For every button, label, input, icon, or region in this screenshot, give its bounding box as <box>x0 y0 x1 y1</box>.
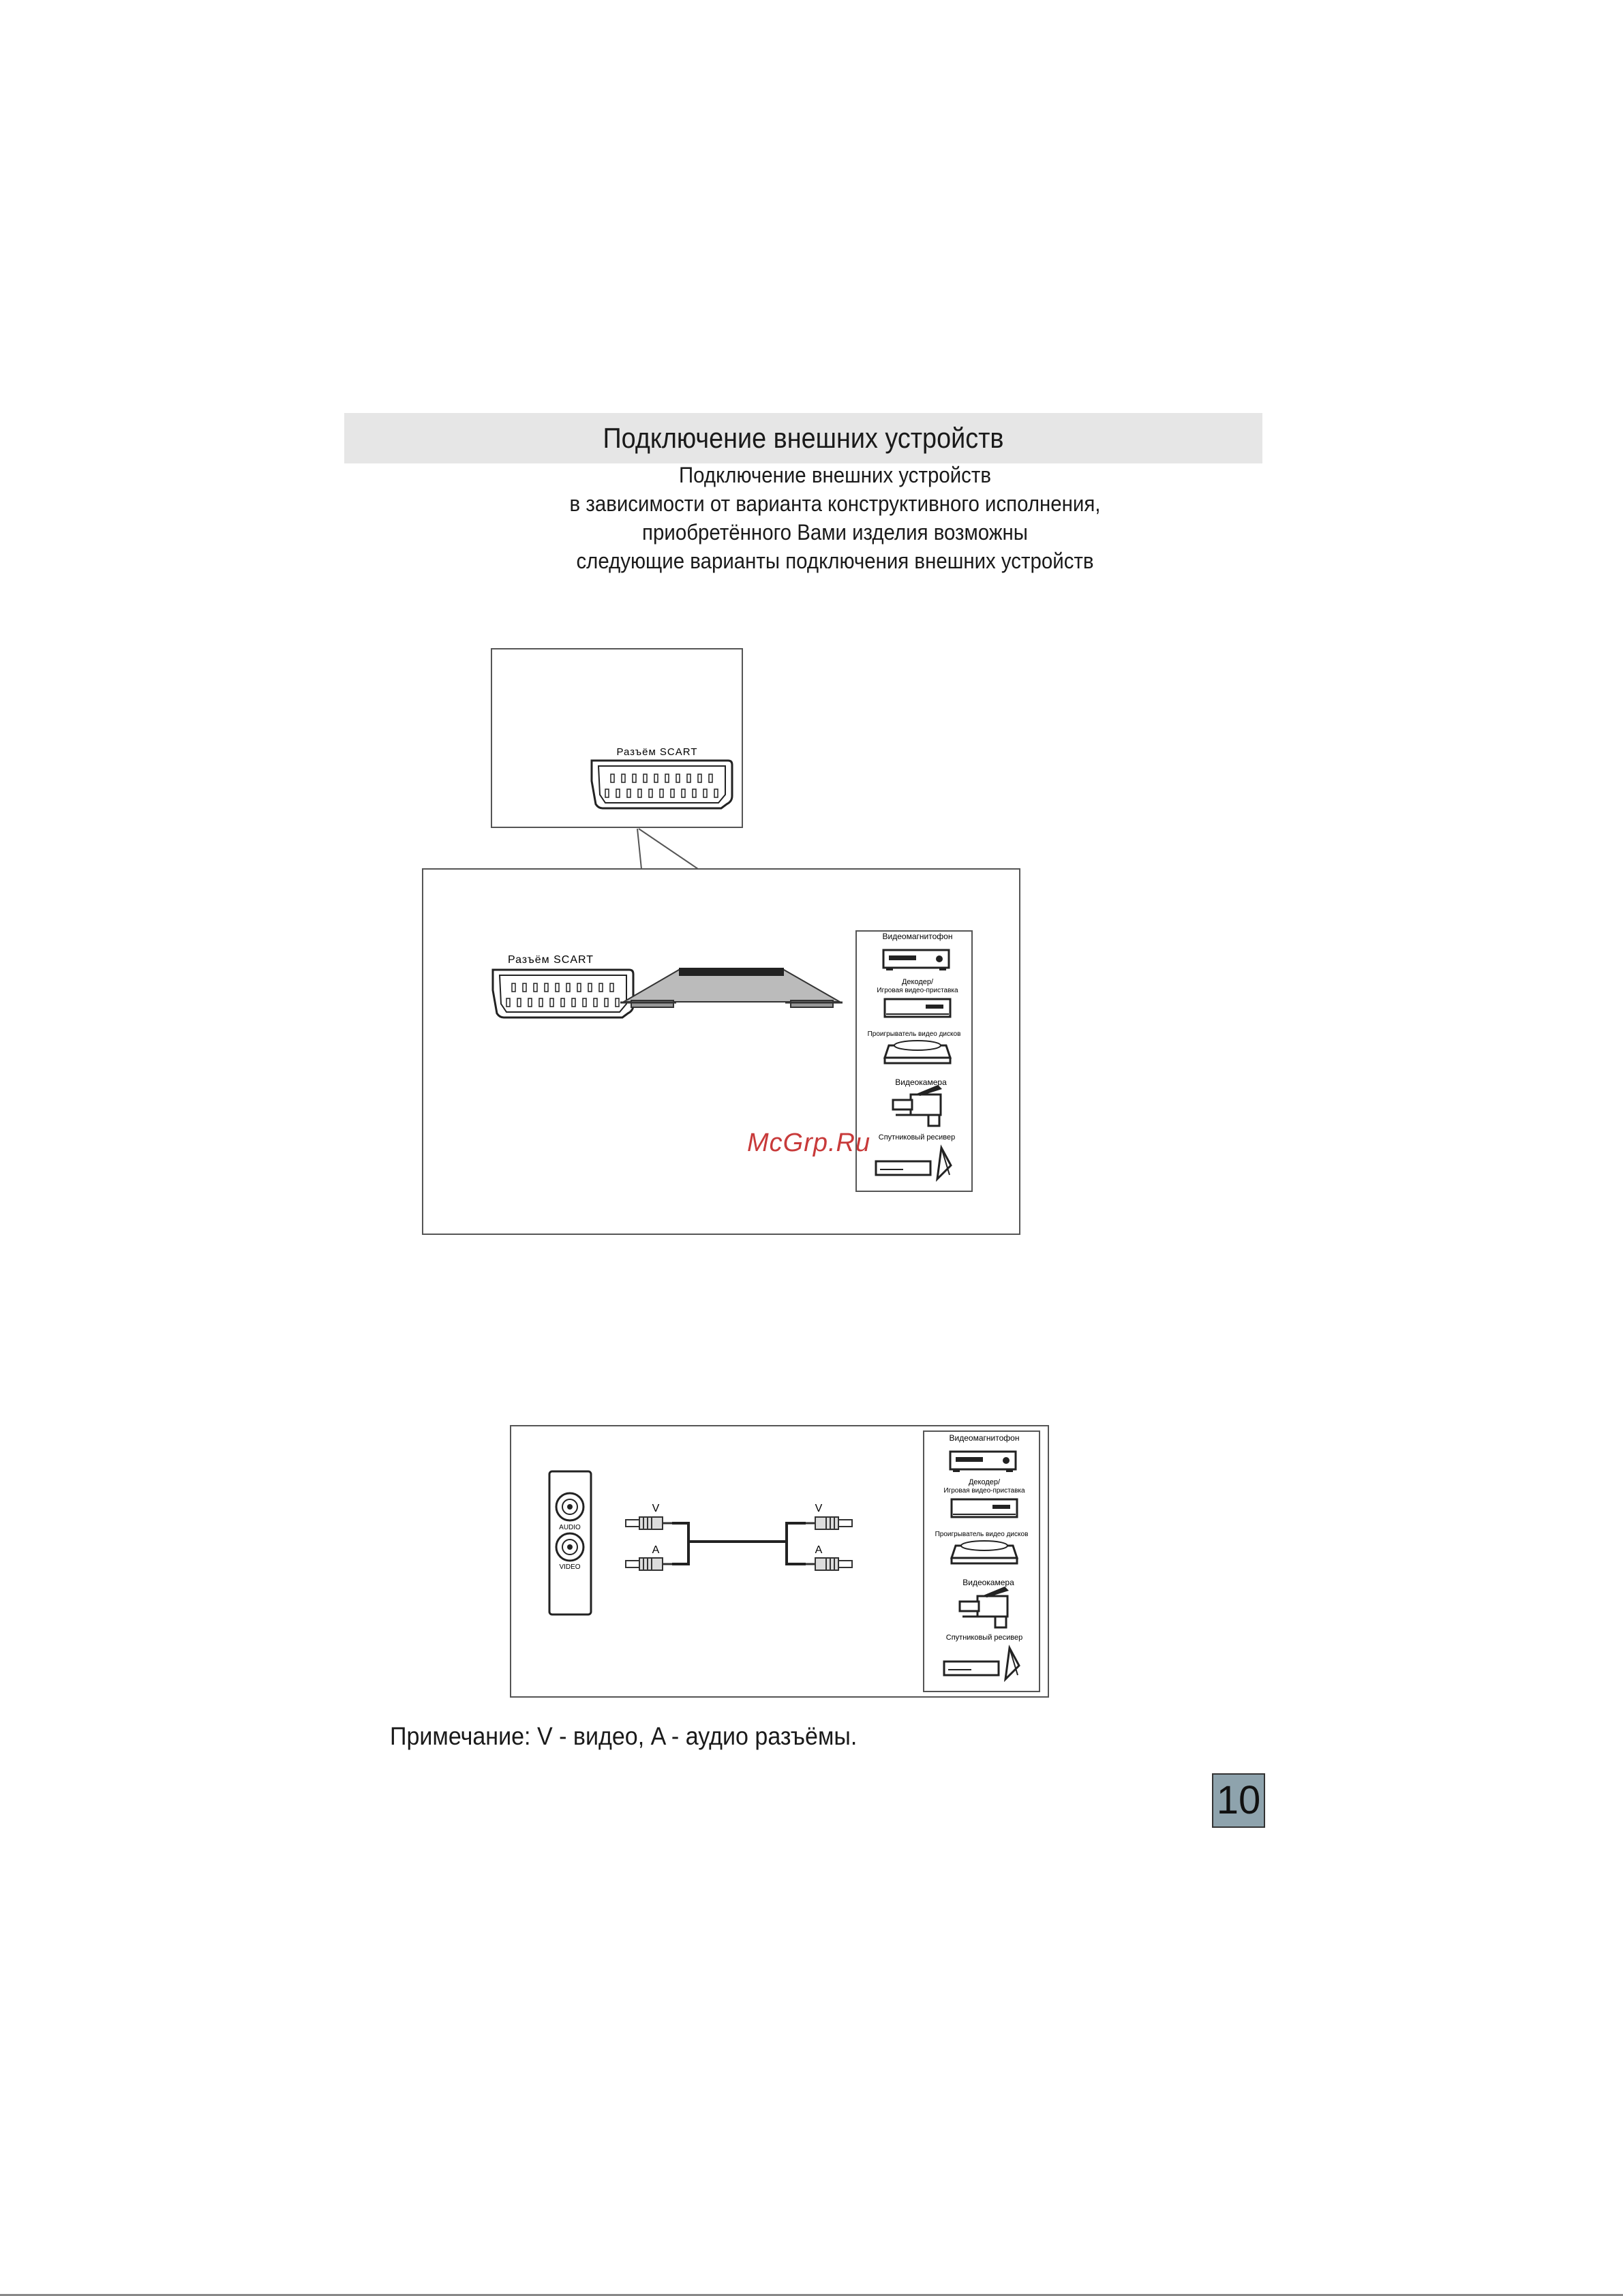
scart-device-label-disc: Проигрыватель видео дисков <box>867 1030 961 1038</box>
scart-pin <box>588 983 592 992</box>
page-title: Подключение внешних устройств <box>603 422 1004 454</box>
scart-pin <box>693 789 696 797</box>
scart-pin <box>682 789 685 797</box>
scart-pin <box>605 998 608 1007</box>
scart-pin <box>506 998 510 1007</box>
scart-pin <box>561 998 564 1007</box>
scart-pin <box>654 774 658 782</box>
scart-pin <box>528 998 532 1007</box>
scart-pin <box>698 774 701 782</box>
watermark: McGrp.Ru <box>747 1129 871 1157</box>
intro-line-2: в зависимости от варианта конструктивного исполнения, <box>569 491 1101 516</box>
scart-pin <box>714 789 718 797</box>
note-text: Примечание: V - видео, A - аудио разъёмы. <box>390 1722 858 1750</box>
scart-pin <box>703 789 707 797</box>
decoder-icon <box>952 1499 1017 1517</box>
av-device-label-camcorder: Видеокамера <box>962 1578 1014 1587</box>
scart-pin <box>605 789 609 797</box>
disc-player-icon <box>952 1541 1017 1563</box>
scart-pin <box>665 774 669 782</box>
scart-pin <box>534 983 537 992</box>
scart-pin <box>660 789 663 797</box>
scart-pin <box>512 983 515 992</box>
callout-line-left <box>637 829 641 869</box>
plug-a-label-right: A <box>815 1544 823 1556</box>
disc-player-icon <box>885 1041 950 1063</box>
cable-scart-label: Разъём SCART <box>507 954 594 966</box>
decoder-icon <box>885 999 950 1017</box>
scart-pin <box>594 998 597 1007</box>
vcr-icon <box>950 1452 1016 1472</box>
scart-pin <box>523 983 526 992</box>
scart-pin <box>517 998 521 1007</box>
scart-pin <box>599 983 603 992</box>
scart-pin <box>627 789 631 797</box>
scart-pin <box>643 774 647 782</box>
scart-pin <box>610 983 613 992</box>
scart-pin <box>687 774 691 782</box>
scart-pin <box>649 789 652 797</box>
av-device-label-vcr: Видеомагнитофон <box>949 1433 1020 1443</box>
tv-scart-connector <box>592 761 732 808</box>
scart-pin <box>545 983 548 992</box>
plug-v-label-right: V <box>815 1503 823 1514</box>
scart-device-label-vcr: Видеомагнитофон <box>882 932 953 941</box>
intro-line-4: следующие варианты подключения внешних устройств <box>576 549 1094 573</box>
scart-pin <box>616 789 620 797</box>
intro-line-1: Подключение внешних устройств <box>679 463 991 487</box>
scart-pin <box>539 998 543 1007</box>
av-device-label-decoder-2: Игровая видео-приставка <box>943 1487 1025 1495</box>
scart-pin <box>550 998 553 1007</box>
page-number: 10 <box>1212 1773 1265 1828</box>
scart-pin <box>577 983 581 992</box>
vcr-icon <box>883 950 949 970</box>
scart-pin <box>556 983 559 992</box>
scart-pin <box>583 998 586 1007</box>
scart-pin <box>616 998 619 1007</box>
scart-pin <box>671 789 674 797</box>
scart-pin <box>633 774 636 782</box>
callout-line-right <box>639 829 698 869</box>
plug-v-label-left: V <box>652 1503 660 1514</box>
tv-scart-label: Разъём SCART <box>616 746 698 758</box>
scart-pin <box>638 789 641 797</box>
scart-pin <box>676 774 680 782</box>
av-device-label-satellite: Спутниковый ресивер <box>945 1634 1023 1642</box>
av-diagram <box>511 1426 1048 1697</box>
scart-pin <box>566 983 570 992</box>
cable-scart-connector <box>493 970 633 1017</box>
av-device-label-disc: Проигрыватель видео дисков <box>935 1531 1029 1538</box>
scart-pin <box>611 774 614 782</box>
scart-pin <box>709 774 712 782</box>
intro-line-3: приобретённого Вами изделия возможны <box>642 520 1028 545</box>
scart-device-label-decoder-2: Игровая видео-приставка <box>877 987 958 994</box>
scart-pin <box>622 774 625 782</box>
av-device-label-decoder: Декодер/ <box>968 1478 1001 1486</box>
plug-a-label-left: A <box>652 1544 660 1556</box>
scart-diagram <box>423 649 1020 1234</box>
video-jack-label: VIDEO <box>559 1563 581 1571</box>
audio-jack-label: AUDIO <box>559 1524 581 1531</box>
scart-device-label-satellite: Спутниковый ресивер <box>878 1133 956 1142</box>
scart-device-label-camcorder: Видеокамера <box>895 1077 947 1087</box>
scart-device-label-decoder: Декодер/ <box>901 978 934 986</box>
scart-pin <box>572 998 575 1007</box>
